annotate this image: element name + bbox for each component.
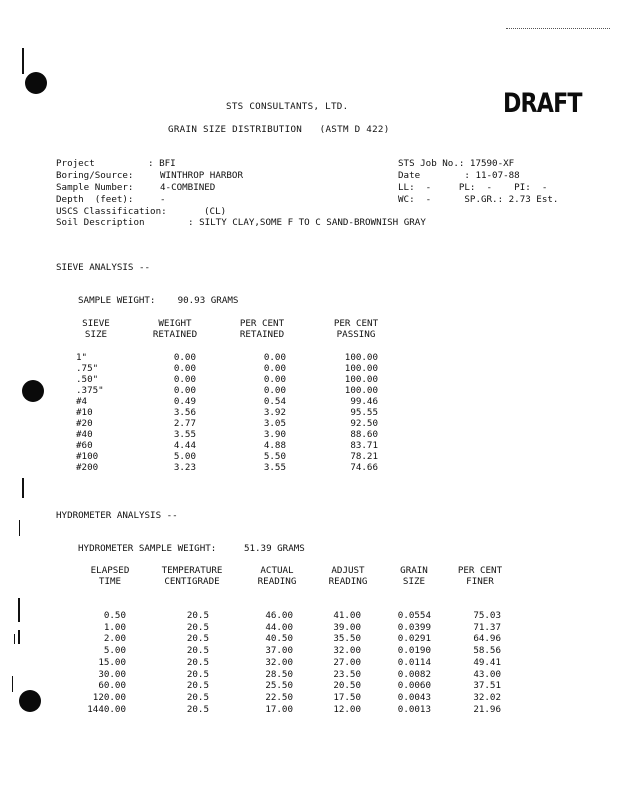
- hydrometer-value-cell: 0.50: [103, 610, 126, 621]
- info-value: -: [160, 194, 166, 205]
- hydrometer-value-cell: 71.37: [473, 621, 501, 633]
- scan-artifact-mark: [22, 48, 24, 74]
- hydrometer-value-cell: 39.00: [333, 621, 361, 633]
- scan-artifact-mark: [18, 598, 20, 622]
- sieve-size-cell: #4: [76, 396, 88, 407]
- hydrometer-value-cell: 20.5: [186, 633, 209, 645]
- hydrometer-value-cell: 5.00: [103, 645, 126, 657]
- sieve-value-cell: 88.60: [350, 429, 378, 440]
- sieve-value-cell: 0.00: [173, 374, 196, 385]
- sieve-value-cell: 0.54: [263, 396, 286, 407]
- hydrometer-value-cell: 17.50: [333, 691, 361, 703]
- hydrometer-column-header: TIME: [98, 576, 122, 587]
- sieve-value-cell: 3.92: [263, 407, 286, 418]
- sieve-size-cell: #10: [76, 407, 93, 418]
- hydrometer-value-cell: 30.00: [98, 668, 126, 680]
- hydrometer-value-cell: 28.50: [265, 668, 293, 680]
- info-value: : BFI: [148, 158, 176, 169]
- hydrometer-value-cell: 0.0291: [397, 633, 431, 645]
- job-info-line: WC: - SP.GR.: 2.73 Est.: [398, 194, 559, 205]
- hydrometer-value-cell: 21.96: [473, 703, 501, 715]
- sieve-value-cell: 0.00: [173, 363, 196, 374]
- hydrometer-column-header: TEMPERATURE: [161, 565, 223, 576]
- hydrometer-column-header: ELAPSED: [90, 565, 130, 576]
- hydrometer-value-cell: 0.0060: [397, 680, 431, 692]
- hydrometer-value-cell: 35.50: [333, 633, 361, 645]
- hydrometer-value-cell: 15.00: [98, 656, 126, 668]
- hydrometer-value-cell: 17.00: [265, 703, 293, 715]
- info-label: Depth (feet):: [56, 194, 134, 205]
- hydrometer-value-cell: 1440.00: [87, 703, 126, 715]
- hydrometer-value-cell: 22.50: [265, 691, 293, 703]
- hydrometer-value-cell: 0.0082: [397, 668, 431, 680]
- hydrometer-value-cell: 0.0190: [397, 645, 431, 657]
- sieve-value-cell: 3.56: [173, 407, 196, 418]
- hydrometer-value-cell: 20.5: [186, 703, 209, 715]
- hydrometer-column-header: FINER: [466, 576, 494, 587]
- sieve-value-cell: 3.90: [263, 429, 286, 440]
- hydrometer-value-cell: 64.96: [473, 633, 501, 645]
- info-label: Project: [56, 158, 95, 169]
- hydrometer-value-cell: 20.5: [186, 656, 209, 668]
- sieve-size-cell: .75": [76, 363, 99, 374]
- hydrometer-value-cell: 0.0554: [397, 610, 431, 621]
- hydrometer-value-cell: 32.02: [473, 691, 501, 703]
- sieve-column-header: WEIGHT: [158, 318, 192, 329]
- hydrometer-sample-weight: HYDROMETER SAMPLE WEIGHT: 51.39 GRAMS: [78, 543, 305, 554]
- sieve-size-cell: #100: [76, 451, 99, 462]
- scan-artifact-mark: [18, 630, 20, 644]
- sieve-value-cell: 0.00: [263, 352, 286, 363]
- hydrometer-value-cell: 43.00: [473, 668, 501, 680]
- hydrometer-value-cell: 12.00: [333, 703, 361, 715]
- sieve-section-title: SIEVE ANALYSIS --: [56, 262, 151, 273]
- sieve-value-cell: 0.00: [173, 385, 196, 396]
- sieve-value-cell: 99.46: [350, 396, 378, 407]
- info-label: Soil Description: [56, 217, 145, 228]
- info-label: Boring/Source:: [56, 170, 134, 181]
- hydrometer-section-title: HYDROMETER ANALYSIS --: [56, 510, 178, 521]
- sieve-size-cell: #20: [76, 418, 93, 429]
- hydrometer-value-cell: 41.00: [333, 610, 361, 621]
- hydrometer-value-cell: 0.0043: [397, 691, 431, 703]
- sieve-value-cell: 3.05: [263, 418, 286, 429]
- sieve-column-header: RETAINED: [239, 329, 285, 340]
- company-name: STS CONSULTANTS, LTD.: [226, 101, 349, 112]
- job-info-line: LL: - PL: - PI: -: [398, 182, 548, 193]
- hydrometer-value-cell: 20.5: [186, 691, 209, 703]
- hydrometer-value-cell: 20.5: [186, 680, 209, 692]
- sieve-value-cell: 5.50: [263, 451, 286, 462]
- sieve-value-cell: 5.00: [173, 451, 196, 462]
- sieve-size-cell: .50": [76, 374, 99, 385]
- sieve-value-cell: 3.23: [173, 462, 196, 473]
- hydrometer-column-header: GRAIN: [400, 565, 428, 576]
- hydrometer-column-header: READING: [257, 576, 297, 587]
- sieve-value-cell: 95.55: [350, 407, 378, 418]
- hydrometer-value-cell: 20.5: [186, 645, 209, 657]
- hydrometer-value-cell: 37.51: [473, 680, 501, 692]
- info-value: : SILTY CLAY,SOME F TO C SAND-BROWNISH GRAY: [188, 217, 426, 228]
- sieve-column-header: SIZE: [84, 329, 108, 340]
- punch-hole-middle: [22, 380, 44, 402]
- sieve-size-cell: #200: [76, 462, 99, 473]
- hydrometer-value-cell: 75.03: [473, 610, 501, 621]
- sieve-size-cell: .375": [76, 385, 104, 396]
- sieve-column-header: PER CENT: [333, 318, 379, 329]
- hydrometer-column-header: ACTUAL: [260, 565, 294, 576]
- report-title: GRAIN SIZE DISTRIBUTION (ASTM D 422): [168, 124, 390, 135]
- sieve-value-cell: 0.00: [263, 385, 286, 396]
- sieve-value-cell: 100.00: [344, 385, 378, 396]
- hydrometer-value-cell: 0.0013: [397, 703, 431, 715]
- sieve-size-cell: #40: [76, 429, 93, 440]
- scan-artifact-mark: [22, 478, 24, 498]
- hydrometer-value-cell: 0.0399: [397, 621, 431, 633]
- sieve-value-cell: 92.50: [350, 418, 378, 429]
- sieve-value-cell: 0.00: [263, 363, 286, 374]
- hydrometer-value-cell: 27.00: [333, 656, 361, 668]
- hydrometer-value-cell: 20.50: [333, 680, 361, 692]
- info-label: Sample Number:: [56, 182, 134, 193]
- sieve-value-cell: 83.71: [350, 440, 378, 451]
- sieve-value-cell: 0.00: [263, 374, 286, 385]
- hydrometer-value-cell: 20.5: [186, 610, 209, 621]
- hydrometer-value-cell: 46.00: [265, 610, 293, 621]
- hydrometer-column-header: READING: [328, 576, 368, 587]
- hydrometer-value-cell: 44.00: [265, 621, 293, 633]
- punch-hole-bottom: [19, 690, 41, 712]
- sieve-value-cell: 100.00: [344, 374, 378, 385]
- sieve-value-cell: 0.00: [173, 352, 196, 363]
- info-value: (CL): [204, 206, 227, 217]
- hydrometer-value-cell: 120.00: [92, 691, 126, 703]
- scan-artifact-line: [506, 28, 610, 29]
- sieve-value-cell: 3.55: [263, 462, 286, 473]
- draft-stamp: DRAFT: [503, 88, 582, 119]
- hydrometer-value-cell: 2.00: [103, 633, 126, 645]
- hydrometer-value-cell: 60.00: [98, 680, 126, 692]
- info-value: WINTHROP HARBOR: [160, 170, 243, 181]
- hydrometer-column-header: CENTIGRADE: [164, 576, 220, 587]
- hydrometer-value-cell: 40.50: [265, 633, 293, 645]
- sieve-sample-weight: SAMPLE WEIGHT: 90.93 GRAMS: [78, 295, 239, 306]
- sieve-value-cell: 74.66: [350, 462, 378, 473]
- info-value: 4-COMBINED: [160, 182, 216, 193]
- punch-hole-top: [25, 72, 47, 94]
- sieve-column-header: SIEVE: [82, 318, 110, 329]
- hydrometer-value-cell: 0.0114: [397, 656, 431, 668]
- job-info-line: STS Job No.: 17590-XF: [398, 158, 515, 169]
- hydrometer-value-cell: 37.00: [265, 645, 293, 657]
- scan-artifact-mark: [14, 634, 15, 644]
- hydrometer-column-header: SIZE: [402, 576, 426, 587]
- sieve-value-cell: 3.55: [173, 429, 196, 440]
- sieve-column-header: RETAINED: [152, 329, 198, 340]
- hydrometer-value-cell: 20.5: [186, 668, 209, 680]
- sieve-value-cell: 4.44: [173, 440, 196, 451]
- sieve-value-cell: 100.00: [344, 363, 378, 374]
- sieve-column-header: PASSING: [336, 329, 376, 340]
- sieve-value-cell: 0.49: [173, 396, 196, 407]
- hydrometer-column-header: ADJUST: [331, 565, 365, 576]
- sieve-size-cell: 1": [76, 352, 88, 363]
- hydrometer-value-cell: 58.56: [473, 645, 501, 657]
- hydrometer-value-cell: 23.50: [333, 668, 361, 680]
- sieve-column-header: PER CENT: [239, 318, 285, 329]
- scan-artifact-mark: [12, 676, 13, 692]
- sieve-value-cell: 100.00: [344, 352, 378, 363]
- hydrometer-value-cell: 49.41: [473, 656, 501, 668]
- sieve-size-cell: #60: [76, 440, 93, 451]
- hydrometer-value-cell: 32.00: [333, 645, 361, 657]
- hydrometer-value-cell: 25.50: [265, 680, 293, 692]
- sieve-value-cell: 78.21: [350, 451, 378, 462]
- hydrometer-value-cell: 32.00: [265, 656, 293, 668]
- hydrometer-value-cell: 20.5: [186, 621, 209, 633]
- hydrometer-column-header: PER CENT: [457, 565, 503, 576]
- info-label: USCS Classification:: [56, 206, 167, 217]
- hydrometer-value-cell: 1.00: [103, 621, 126, 633]
- job-info-line: Date : 11-07-88: [398, 170, 520, 181]
- sieve-value-cell: 2.77: [173, 418, 196, 429]
- scan-artifact-mark: [19, 520, 20, 536]
- sieve-value-cell: 4.88: [263, 440, 286, 451]
